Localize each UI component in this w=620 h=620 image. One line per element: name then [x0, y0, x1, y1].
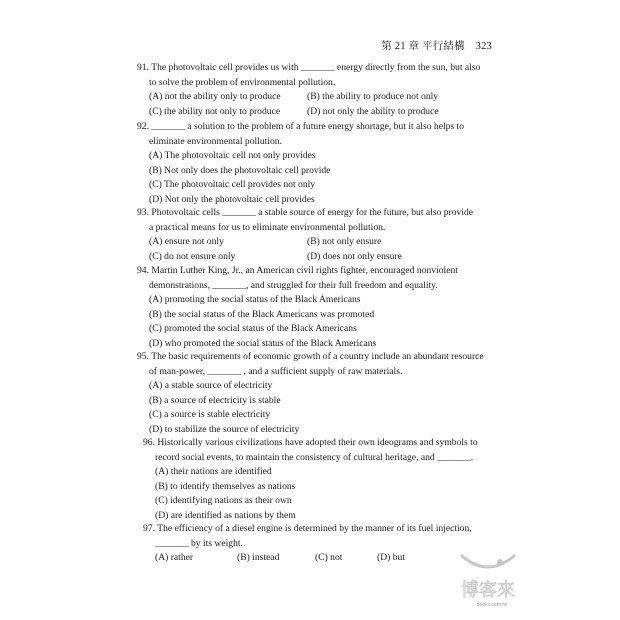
option-c: (C) promoted the social status of the Black Americans [149, 323, 357, 335]
question-stem-line: of man-power, _______ , and a sufficient supply of raw materials. [149, 365, 403, 377]
question-stem-line: 96. Historically various civilizations have adopted their own ideograms and symbols to [143, 437, 478, 448]
running-header [381, 38, 492, 53]
option-d: (D) but [377, 552, 405, 564]
question-97 [143, 522, 472, 566]
page-number: 323 [475, 41, 492, 52]
question-stem-line: 92. _______ a solution to the problem of a future energy shortage, but it also helps to [137, 121, 465, 132]
question-stem-line: to solve the problem of environmental pollution. [149, 76, 336, 88]
option-d: (D) not only the ability to produce [307, 105, 439, 117]
question-93 [137, 206, 473, 264]
option-b: (B) the social status of the Black Americans was promoted [149, 308, 375, 320]
option-b: (B) Not only does the photovoltaic cell provide [149, 164, 331, 176]
option-c: (C) do not ensure only [149, 250, 236, 262]
option-d: (D) are identified as nations by them [155, 509, 296, 521]
option-d: (D) who promoted the social status of the Black Americans [149, 337, 377, 349]
watermark-text: 博客來 [461, 580, 515, 601]
question-96 [143, 436, 478, 524]
option-b: (B) instead [237, 552, 280, 564]
question-95 [137, 350, 484, 438]
option-a: (A) promoting the social status of the Black Americans [149, 294, 361, 306]
question-stem-line: 95. The basic requirements of economic growth of a country include an abundant resource [137, 351, 484, 362]
question-stem-line: 91. The photovoltaic cell provides us with _______ energy directly from the sun, but also [137, 62, 481, 73]
question-stem-line: record social events, to maintain the consistency of cultural heritage, and _______. [155, 451, 474, 463]
option-b: (B) not only ensure [307, 236, 382, 248]
question-stem-line: 97. The efficiency of a diesel engine is determined by the manner of its fuel injection, [143, 523, 472, 534]
question-stem-line: eliminate environmental pollution. [149, 135, 282, 147]
option-b: (B) the ability to produce not only [307, 91, 439, 103]
option-c: (C) the ability not only to produce [149, 105, 281, 117]
option-c: (C) identifying nations as their own [155, 495, 292, 507]
option-a: (A) their nations are identified [155, 466, 272, 478]
question-stem-line: a practical means for us to eliminate environmental pollution. [149, 221, 386, 233]
question-stem-line: 94. Martin Luther King, Jr., an American civil rights fighter, encouraged nonviolent [137, 265, 458, 276]
option-c: (C) The photovoltaic cell provides not only [149, 179, 316, 191]
question-stem-line: demonstrations, _______, and struggled for their full freedom and equality. [149, 279, 438, 291]
question-92 [137, 120, 464, 208]
question-stem-line: _______ by its weight. [155, 537, 243, 549]
option-b: (B) to identify themselves as nations [155, 480, 296, 492]
chapter-title: 第 21 章 平行結構 [381, 41, 465, 52]
question-stem-line: 93. Photovoltaic cells _______ a stable source of energy for the future, but also provide [137, 207, 474, 218]
option-a: (A) rather [155, 552, 194, 564]
bookstore-watermark-logo [452, 548, 524, 606]
option-a: (A) The photovoltaic cell not only provides [149, 150, 316, 162]
question-91 [137, 61, 480, 119]
option-b: (B) a source of electricity is stable [149, 394, 281, 406]
option-c: (C) not [315, 552, 343, 564]
option-a: (A) a stable source of electricity [149, 380, 273, 392]
option-a: (A) ensure not only [149, 236, 224, 248]
option-d: (D) to stabilize the source of electricity [149, 423, 300, 435]
option-d: (D) Not only the photovoltaic cell provides [149, 193, 315, 205]
watermark-site: books.com.tw [476, 602, 508, 608]
option-c: (C) a source is stable electricity [149, 409, 271, 421]
option-d: (D) does not only ensure [307, 250, 402, 262]
option-a: (A) not the ability only to produce [149, 91, 281, 103]
question-94 [137, 264, 458, 352]
